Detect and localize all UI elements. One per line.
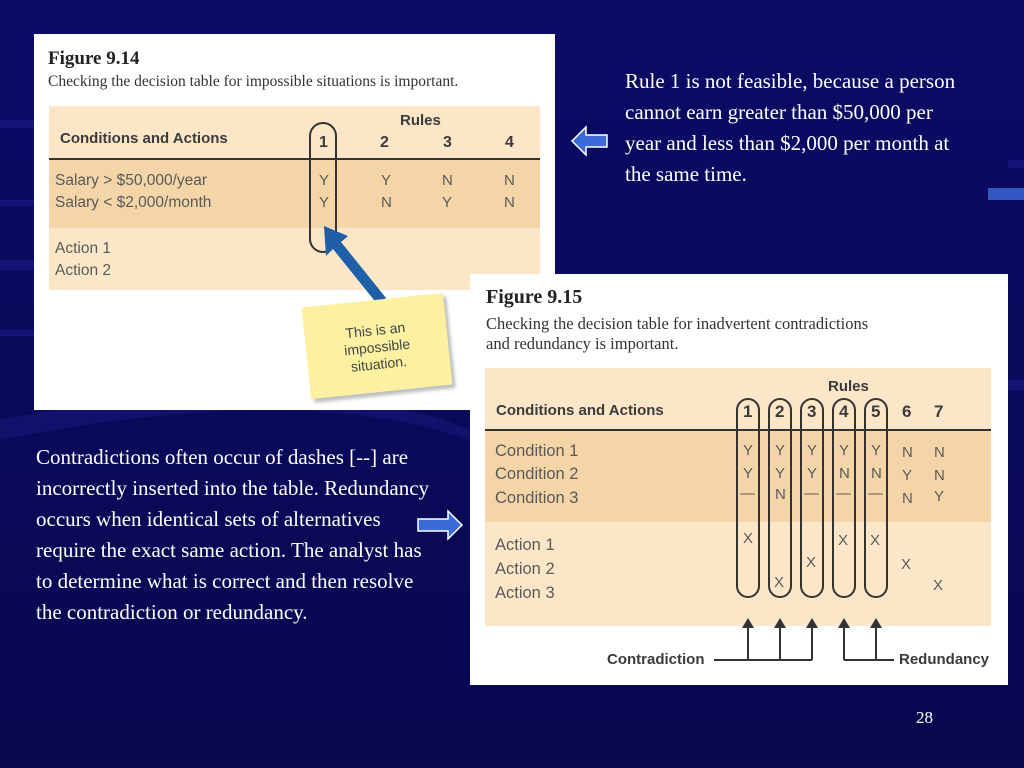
action-label: Action 1: [495, 536, 555, 554]
action-label: Action 3: [495, 584, 555, 602]
condition-value: N: [934, 467, 945, 484]
condition-value: N: [871, 465, 882, 482]
right-arrow-icon: [416, 508, 464, 542]
action-value: X: [838, 532, 849, 549]
condition-value: Y: [902, 467, 913, 484]
action-value: X: [933, 577, 944, 594]
figure-9-15: [470, 274, 1008, 685]
condition-label: Salary < $2,000/month: [55, 194, 212, 211]
caption-line: Checking the decision table for inadvertent contradictions: [486, 314, 869, 333]
condition-value: —: [804, 485, 819, 502]
header-divider: [49, 158, 540, 160]
rule-number: 2: [775, 402, 785, 421]
condition-value: Y: [807, 465, 818, 482]
note-line: situation.: [350, 353, 408, 375]
condition-value: N: [902, 490, 913, 507]
figure-9-15-title: Figure 9.15: [486, 286, 583, 308]
condition-value: Y: [839, 442, 850, 459]
note-line: impossible: [343, 335, 411, 359]
condition-label: Condition 3: [495, 489, 579, 507]
rule-number: 4: [505, 134, 514, 151]
action-label: Action 2: [495, 560, 555, 578]
table-header: Conditions and Actions: [60, 130, 228, 147]
action-value: X: [743, 530, 754, 547]
rule-number: 5: [871, 402, 881, 421]
action-label: Action 2: [55, 262, 112, 279]
action-label: Action 1: [55, 240, 112, 257]
condition-label: Salary > $50,000/year: [55, 172, 208, 189]
action-value: X: [870, 532, 881, 549]
condition-value: N: [934, 444, 945, 461]
condition-value: Y: [807, 442, 818, 459]
condition-value: N: [775, 486, 786, 503]
condition-value: —: [868, 485, 883, 502]
page-number: 28: [916, 708, 933, 727]
rule-number: 3: [807, 402, 817, 421]
condition-value: Y: [743, 465, 754, 482]
condition-value: N: [504, 194, 515, 211]
table-header: Conditions and Actions: [496, 402, 664, 419]
sticky-note: [302, 293, 453, 399]
rules-label: Rules: [400, 112, 441, 129]
condition-value: N: [504, 172, 515, 189]
figure-9-14-caption: Checking the decision table for impossible situations is important.: [48, 73, 459, 90]
rule-number: 7: [934, 402, 944, 421]
left-arrow-icon: [570, 124, 610, 158]
condition-value: N: [442, 172, 453, 189]
rule-number: 3: [443, 134, 452, 151]
condition-value: Y: [381, 172, 392, 189]
condition-value: Y: [319, 194, 330, 211]
condition-value: Y: [775, 465, 786, 482]
condition-value: —: [740, 485, 755, 502]
caption-line: and redundancy is important.: [486, 333, 679, 353]
note-line: This is an: [344, 319, 406, 342]
condition-value: N: [902, 444, 913, 461]
action-value: X: [806, 554, 817, 571]
contradiction-label: Contradiction: [607, 651, 705, 668]
condition-value: N: [839, 465, 850, 482]
condition-value: Y: [319, 172, 330, 189]
figure-9-14-title: Figure 9.14: [48, 48, 140, 69]
rule-number: 6: [902, 402, 912, 421]
contradiction-redundancy-arrows-icon: [470, 614, 1008, 684]
action-value: X: [901, 556, 912, 573]
rule-number: 1: [319, 134, 328, 151]
condition-value: Y: [871, 442, 882, 459]
figure-9-15-caption: [486, 314, 996, 354]
condition-value: Y: [775, 442, 786, 459]
condition-value: Y: [934, 488, 945, 505]
contradiction-explanation: Contradictions often occur of dashes [--] are incorrectly inserted into the table. Redundancy occurs when identical sets of alternatives require the exact same action. The analyst has to determine what is correct and then resolve the contradiction or redundancy.: [36, 445, 430, 624]
condition-value: Y: [743, 442, 754, 459]
condition-value: Y: [442, 194, 453, 211]
condition-label: Condition 1: [495, 442, 579, 460]
rule-number: 2: [380, 134, 389, 151]
rules-label: Rules: [828, 378, 869, 395]
feasibility-explanation: Rule 1 is not feasible, because a person cannot earn greater than $50,000 per year and less than $2,000 per month at the same time.: [625, 69, 956, 186]
rule-number: 1: [743, 402, 753, 421]
action-value: X: [774, 574, 785, 591]
condition-value: N: [381, 194, 392, 211]
redundancy-label: Redundancy: [899, 651, 990, 668]
condition-value: —: [836, 485, 851, 502]
rule-number: 4: [839, 402, 849, 421]
condition-label: Condition 2: [495, 465, 579, 483]
